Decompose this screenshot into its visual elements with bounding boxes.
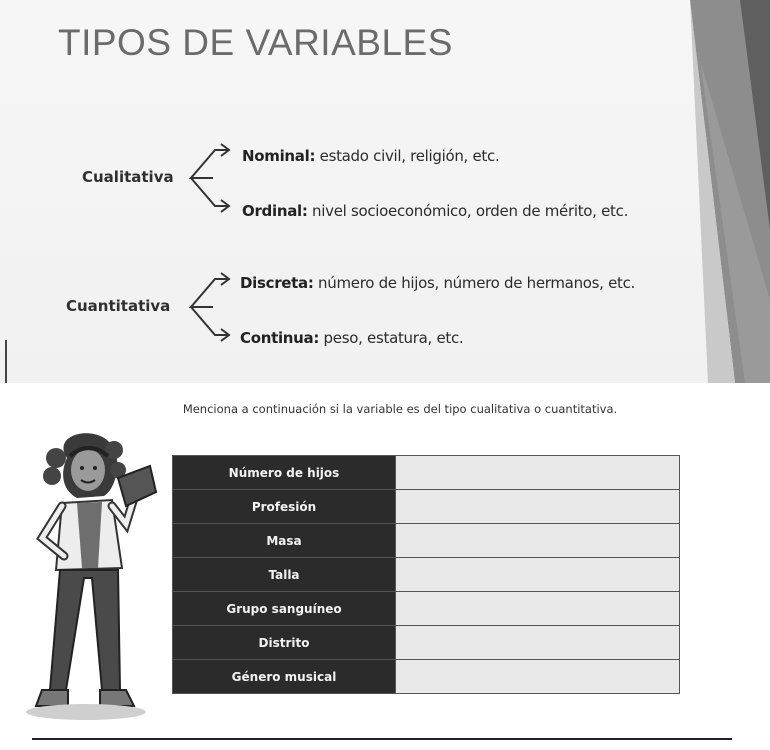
variable-name: Distrito [173,626,396,660]
student-illustration [22,428,172,728]
bottom-divider [32,738,732,740]
answer-cell[interactable] [396,592,680,626]
table-row [173,592,680,626]
variable-name: Profesión [173,490,396,524]
type-name: Continua: [240,329,320,347]
table-row [173,524,680,558]
type-examples: peso, estatura, etc. [319,329,464,347]
arrow-up-right-icon [191,144,229,178]
type-examples: nivel socioeconómico, orden de mérito, etc. [307,202,629,220]
answer-cell[interactable] [396,524,680,558]
worksheet-instruction: Menciona a continuación si la variable es del tipo cualitativa o cuantitativa. [182,402,618,416]
variables-table [172,455,680,694]
type-name: Nominal: [242,147,316,165]
variable-name: Género musical [173,660,396,694]
answer-cell[interactable] [396,626,680,660]
type-name: Ordinal: [242,202,308,220]
answer-cell[interactable] [396,456,680,490]
table-row [173,558,680,592]
type-discreta [240,274,635,292]
variable-name: Grupo sanguíneo [173,592,396,626]
table-row [173,626,680,660]
group-label-cuantitativa: Cuantitativa [66,297,171,315]
type-ordinal [242,202,628,220]
answer-cell[interactable] [396,558,680,592]
variable-name: Masa [173,524,396,558]
answer-cell[interactable] [396,490,680,524]
type-examples: estado civil, religión, etc. [315,147,500,165]
branch-arrows [185,138,245,218]
arrow-down-right-icon [191,178,229,212]
variable-name: Número de hijos [173,456,396,490]
table-row [173,456,680,490]
table-row [173,490,680,524]
group-label-cualitativa: Cualitativa [82,168,174,186]
branch-arrows [185,267,245,347]
table-row [173,660,680,694]
type-nominal [242,147,499,165]
arrow-down-right-icon [191,307,229,341]
variable-name: Talla [173,558,396,592]
type-continua [240,329,463,347]
slide-title: TIPOS DE VARIABLES [58,22,453,63]
arrow-up-right-icon [191,273,229,307]
type-name: Discreta: [240,274,314,292]
type-examples: número de hijos, número de hermanos, etc. [313,274,636,292]
answer-cell[interactable] [396,660,680,694]
